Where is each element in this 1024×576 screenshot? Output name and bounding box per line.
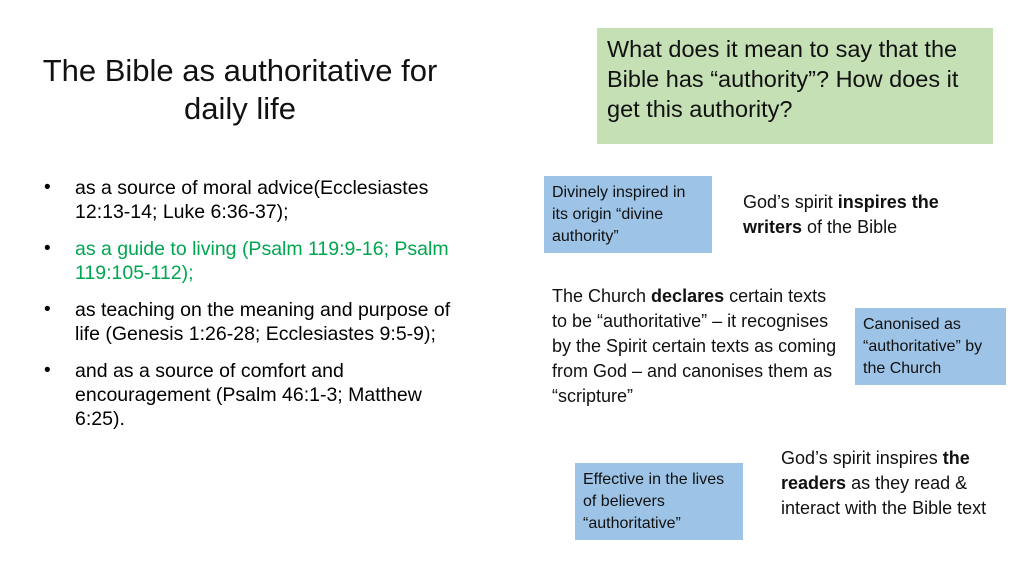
writers-note-text-c: of the Bible [802,217,898,237]
question-box: What does it mean to say that the Bible has “authority”? How does it get this authority? [597,28,993,144]
bullet-moral-advice: • as a source of moral advice(Ecclesiastes 12:13-14; Luke 6:36-37); [44,176,464,224]
bullet-list [44,176,464,444]
readers-note [781,446,1011,521]
writers-note-text-a: God’s spirit [743,192,838,212]
readers-note-text-a: God’s spirit inspires [781,448,943,468]
slide-title: The Bible as authoritative for daily life [42,53,438,126]
church-note-text-a: The Church [552,286,652,306]
bullet-meaning-of-life: • as teaching on the meaning and purpose of life (Genesis 1:26-28; Ecclesiastes 9:5-9); [44,298,464,346]
writers-note-bold: inspires the writers [743,192,939,237]
church-note [552,284,837,409]
bullet-comfort: • and as a source of comfort and encouragement (Psalm 46:1-3; Matthew 6:25). [44,359,464,431]
church-note-text-c: certain texts to be “authoritative” – it recognises by the Spirit certain texts as coming from God – and canonises them as “scripture” [552,286,837,406]
canonised-box: Canonised as “authoritative” by the Church [855,308,1006,385]
divinely-inspired-box: Divinely inspired in its origin “divine authority” [544,176,712,253]
readers-note-bold: the readers [781,448,970,493]
church-note-bold: declares [651,286,725,306]
bullet-guide-to-living: • as a guide to living (Psalm 119:9-16; Psalm 119:105-112); [44,237,464,285]
readers-note-text-c: as they read & interact with the Bible text [781,473,987,518]
effective-box: Effective in the lives of believers “authoritative” [575,463,743,540]
writers-note [743,190,983,240]
